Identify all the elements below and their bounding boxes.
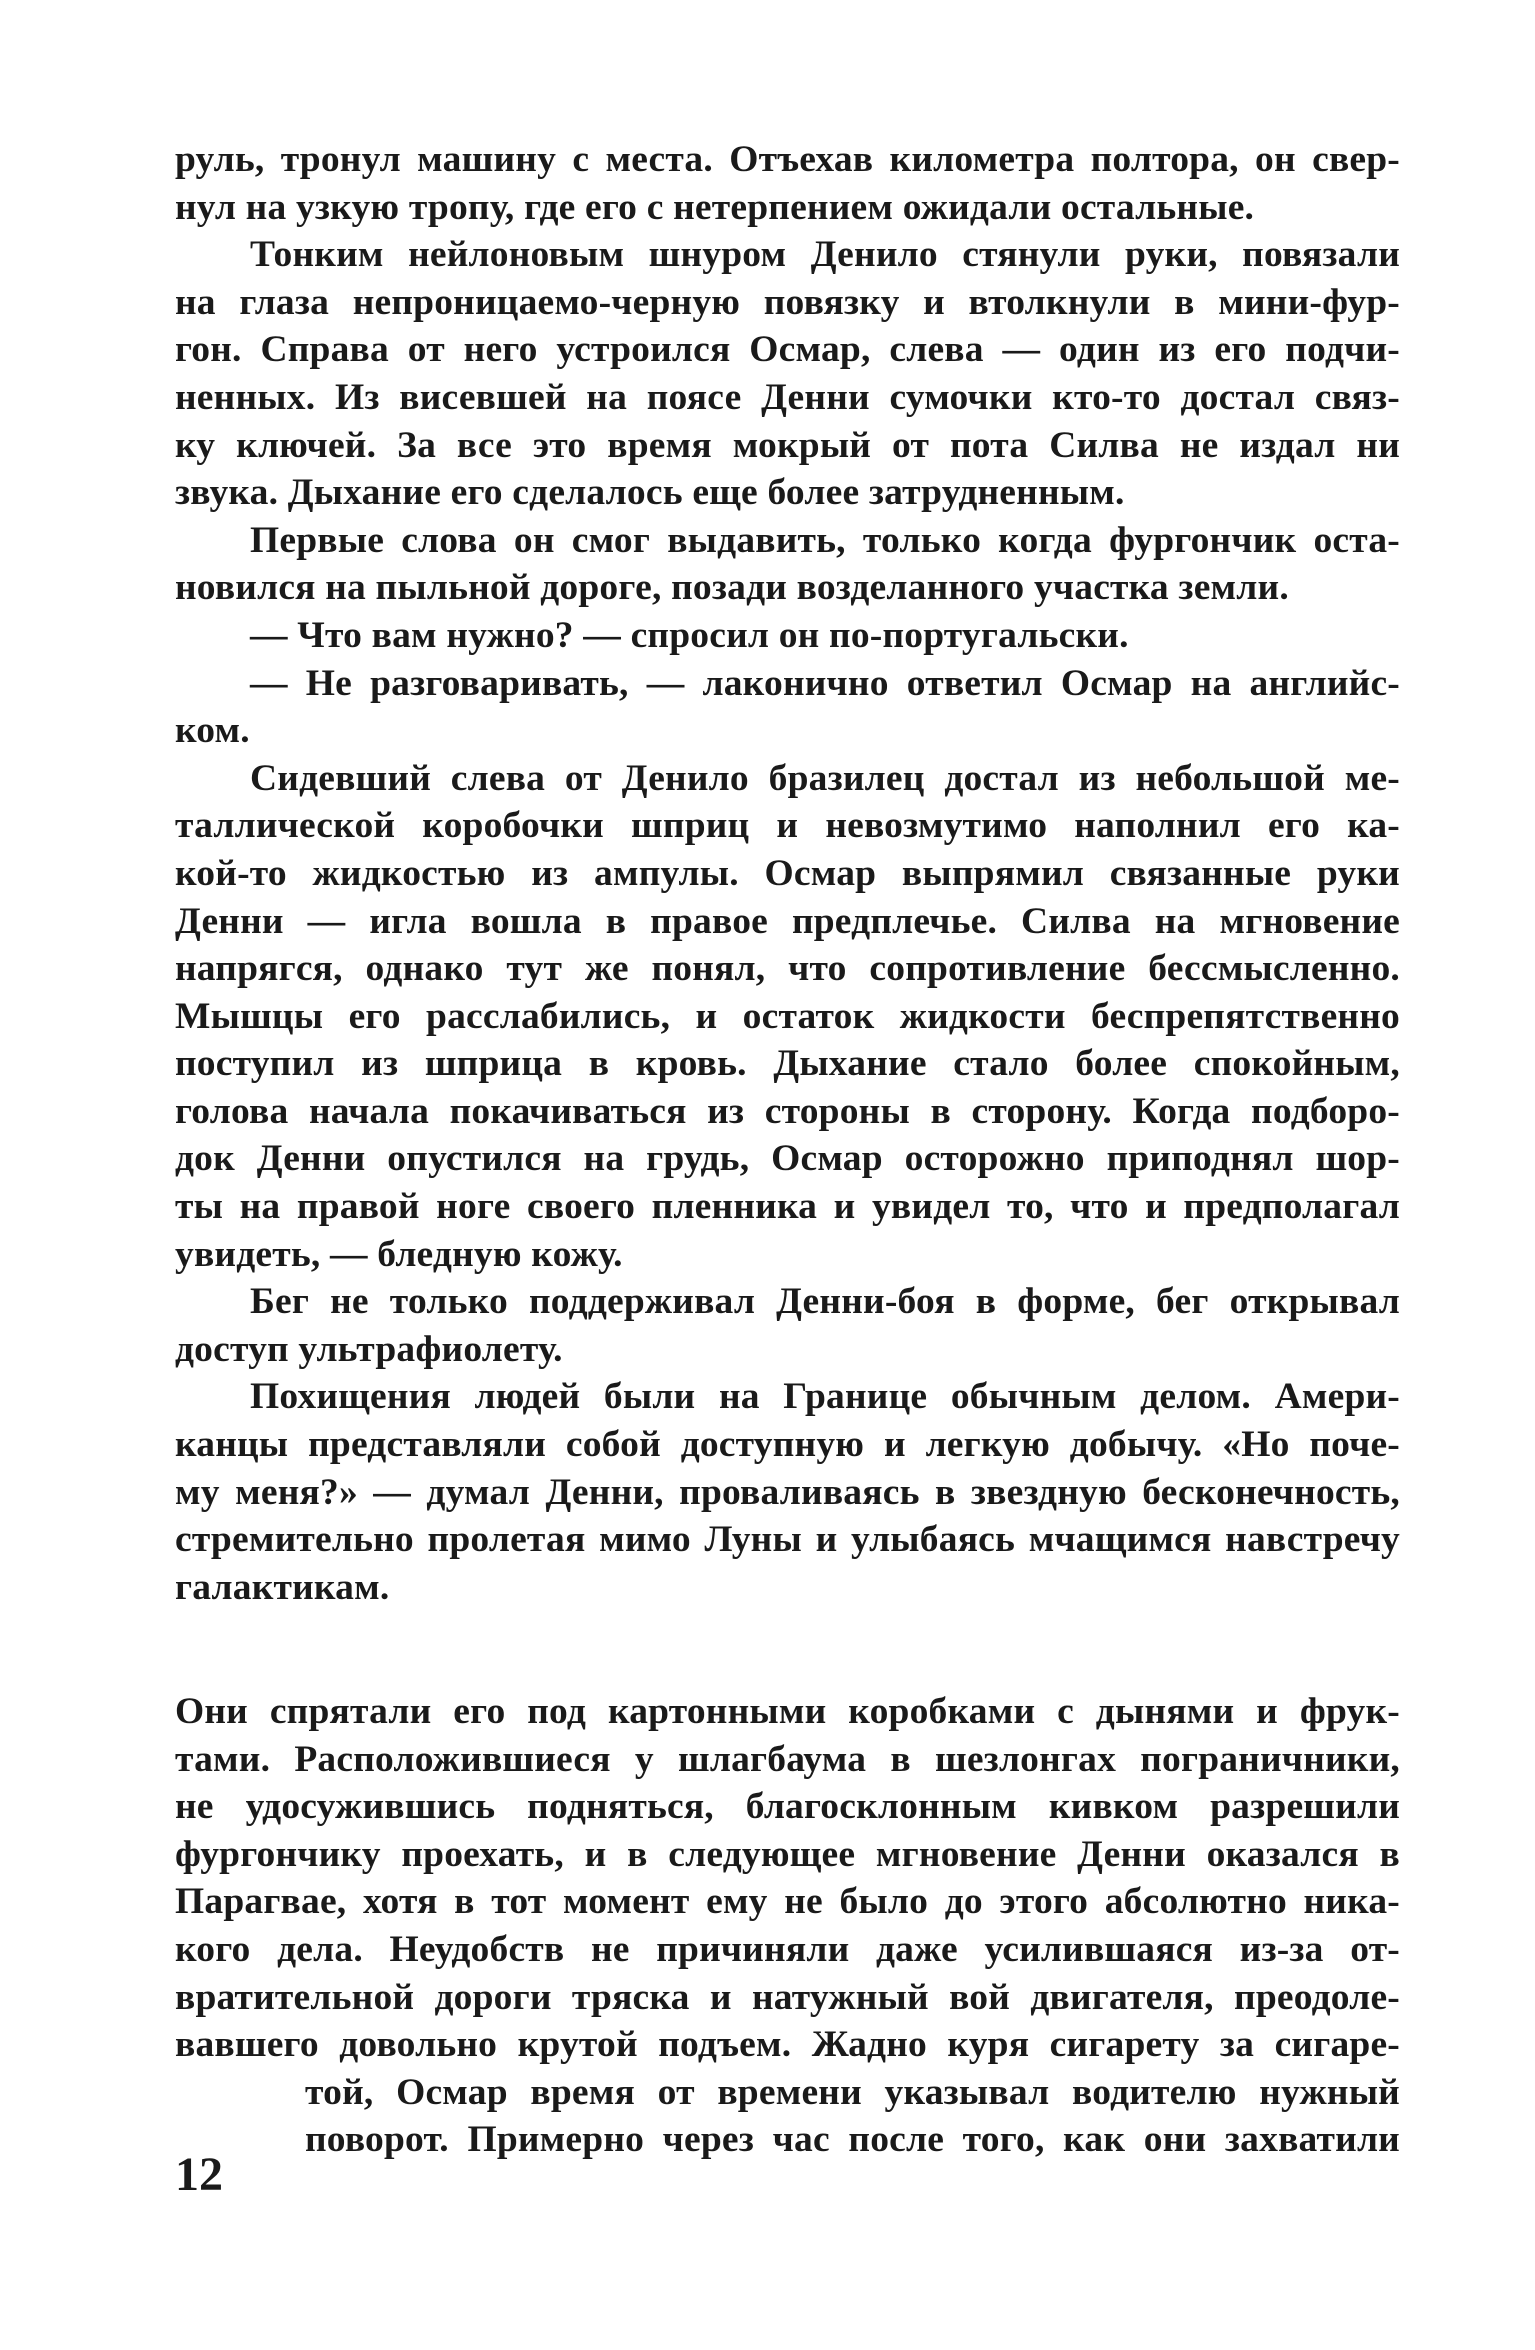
text-line: Бег не только поддерживал Денни-боя в форме, бег открывал bbox=[250, 1281, 1400, 1323]
text-block-bottom bbox=[175, 1688, 1400, 2164]
text-line: кого дела. Неудобств не причиняли даже усилившаяся из-за от- bbox=[175, 1928, 1400, 1970]
text-line: доступ ультрафиолету. bbox=[175, 1328, 563, 1370]
text-line: поступил из шприца в кровь. Дыхание стало более спокойным, bbox=[175, 1043, 1400, 1085]
text-line: Тонким нейлоновым шнуром Денило стянули руки, повязали bbox=[250, 234, 1400, 276]
text-line: Похищения людей были на Границе обычным делом. Амери- bbox=[250, 1376, 1400, 1418]
text-line: — Что вам нужно? — спросил он по-португальски. bbox=[250, 614, 1129, 656]
text-line: канцы представляли собой доступную и легкую добычу. «Но поче- bbox=[175, 1424, 1400, 1466]
text-line: нул на узкую тропу, где его с нетерпением ожидали остальные. bbox=[175, 186, 1255, 228]
text-line: ненных. Из висевшей на поясе Денни сумочки кто-то достал связ- bbox=[175, 376, 1400, 418]
text-line: док Денни опустился на грудь, Осмар осторожно приподнял шор- bbox=[175, 1138, 1400, 1180]
text-line: не удосужившись подняться, благосклонным кивком разрешили bbox=[175, 1786, 1400, 1828]
page-number: 12 bbox=[175, 2148, 223, 2201]
text-line: увидеть, — бледную кожу. bbox=[175, 1233, 623, 1275]
text-line: гон. Справа от него устроился Осмар, слева — один из его подчи- bbox=[175, 329, 1400, 371]
text-line: ты на правой ноге своего пленника и увидел то, что и предполагал bbox=[175, 1186, 1400, 1228]
text-line: Денни — игла вошла в правое предплечье. Силва на мгновение bbox=[175, 900, 1400, 942]
text-line: на глаза непроницаемо-черную повязку и втолкнули в мини-фур- bbox=[175, 281, 1400, 323]
text-line: вратительной дороги тряска и натужный вой двигателя, преодоле- bbox=[175, 1976, 1400, 2018]
text-line: напрягся, однако тут же понял, что сопротивление бессмысленно. bbox=[175, 948, 1400, 990]
text-line: Первые слова он смог выдавить, только когда фургончик оста- bbox=[250, 519, 1400, 561]
text-line: голова начала покачиваться из стороны в сторону. Когда подборо- bbox=[175, 1090, 1400, 1132]
text-line: Парагвае, хотя в тот момент ему не было до этого абсолютно ника- bbox=[175, 1881, 1400, 1923]
text-line: галактикам. bbox=[175, 1566, 390, 1608]
text-line: му меня?» — думал Денни, проваливаясь в звездную бесконечность, bbox=[175, 1471, 1400, 1513]
text-line: поворот. Примерно через час после того, как они захватили bbox=[305, 2119, 1400, 2161]
text-line: Сидевший слева от Денило бразилец достал из небольшой ме- bbox=[250, 757, 1400, 799]
text-line: Они спрятали его под картонными коробками с дынями и фрук- bbox=[175, 1691, 1400, 1732]
text-line: ком. bbox=[175, 710, 250, 752]
text-line: тами. Расположившиеся у шлагбаума в шезлонгах пограничники, bbox=[175, 1738, 1400, 1780]
text-line: — Не разговаривать, — лаконично ответил Осмар на английс- bbox=[250, 662, 1400, 704]
text-line: стремительно пролетая мимо Луны и улыбаясь мчащимся навстречу bbox=[175, 1519, 1400, 1561]
text-line: ку ключей. За все это время мокрый от пота Силва не издал ни bbox=[175, 424, 1400, 466]
text-line: звука. Дыхание его сделалось еще более затрудненным. bbox=[175, 472, 1125, 514]
text-line: кой-то жидкостью из ампулы. Осмар выпрямил связанные руки bbox=[175, 852, 1400, 894]
text-line: вавшего довольно крутой подъем. Жадно куря сигарету за сигаре- bbox=[175, 2024, 1400, 2066]
text-line: руль, тронул машину с места. Отъехав километра полтора, он свер- bbox=[175, 139, 1400, 180]
text-block-top bbox=[175, 136, 1400, 1611]
text-line: новился на пыльной дороге, позади возделанного участка земли. bbox=[175, 567, 1289, 609]
text-line: таллической коробочки шприц и невозмутимо наполнил его ка- bbox=[175, 805, 1400, 847]
text-line: той, Осмар время от времени указывал водителю нужный bbox=[305, 2071, 1400, 2113]
text-line: фургончику проехать, и в следующее мгновение Денни оказался в bbox=[175, 1833, 1400, 1875]
text-line: Мышцы его расслабились, и остаток жидкости беспрепятственно bbox=[175, 995, 1400, 1037]
